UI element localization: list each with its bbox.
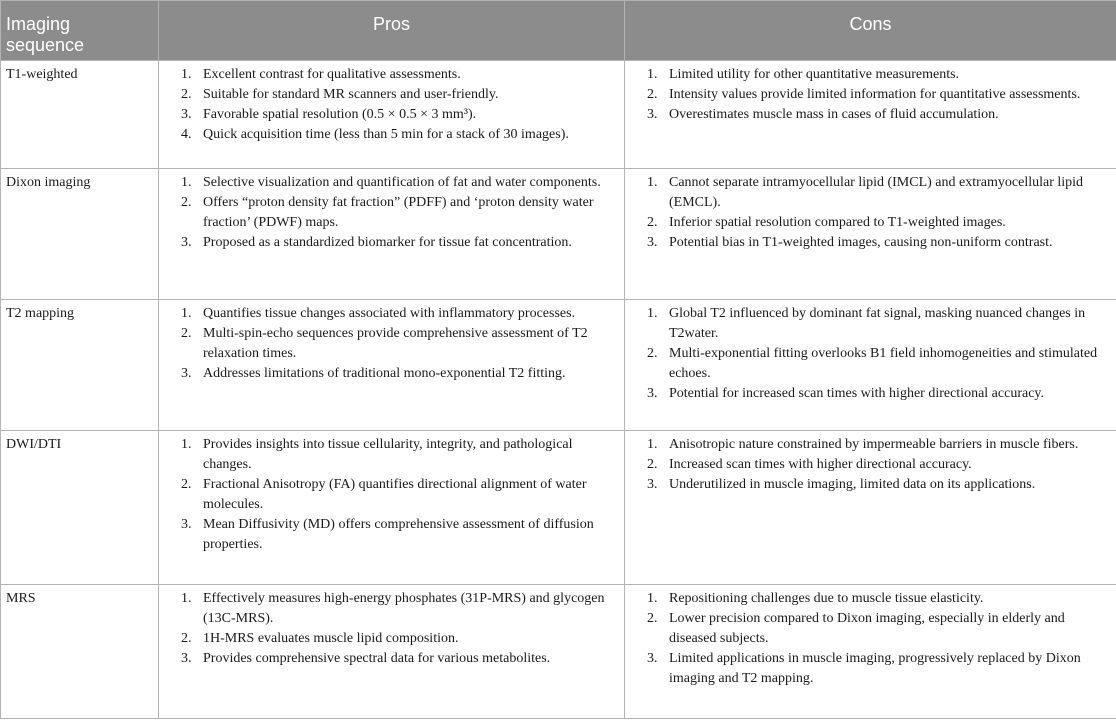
list-item: 3. Proposed as a standardized biomarker for tissue fat concentration.: [195, 233, 618, 253]
table-row: [1, 585, 1116, 719]
list-item: 2. Increased scan times with higher directional accuracy.: [661, 455, 1110, 475]
list-item: 2. Lower precision compared to Dixon imaging, especially in elderly and diseased subjects.: [661, 609, 1110, 649]
pros-cell: [159, 300, 625, 431]
pros-list: [165, 173, 618, 253]
table-row: [1, 300, 1116, 431]
list-item: 3. Potential for increased scan times with higher directional accuracy.: [661, 384, 1110, 404]
cons-list: [631, 173, 1110, 253]
list-item: 2. Fractional Anisotropy (FA) quantifies directional alignment of water molecules.: [195, 475, 618, 515]
list-item: 1. Quantifies tissue changes associated with inflammatory processes.: [195, 304, 618, 324]
list-item: 1. Excellent contrast for qualitative assessments.: [195, 65, 618, 85]
list-item: 3. Provides comprehensive spectral data for various metabolites.: [195, 649, 618, 669]
list-item: 3. Underutilized in muscle imaging, limited data on its applications.: [661, 475, 1110, 495]
pros-list: [165, 65, 618, 145]
list-item: 2. Intensity values provide limited information for quantitative assessments.: [661, 85, 1110, 105]
cons-cell: [625, 431, 1116, 585]
table-body: [1, 61, 1116, 719]
list-item: 3. Mean Diffusivity (MD) offers comprehensive assessment of diffusion properties.: [195, 515, 618, 555]
pros-list: [165, 589, 618, 669]
header-cons: Cons: [625, 1, 1116, 61]
list-item: 3. Potential bias in T1-weighted images, causing non-uniform contrast.: [661, 233, 1110, 253]
list-item: 2. Multi-exponential fitting overlooks B1 field inhomogeneities and stimulated echoes.: [661, 344, 1110, 384]
pros-list: [165, 304, 618, 384]
header-pros: Pros: [159, 1, 625, 61]
list-item: 3. Overestimates muscle mass in cases of fluid accumulation.: [661, 105, 1110, 125]
sequence-name: MRS: [1, 585, 159, 719]
list-item: 2. Offers “proton density fat fraction” (PDFF) and ‘proton density water fraction’ (PDWF) maps.: [195, 193, 618, 233]
list-item: 1. Provides insights into tissue cellularity, integrity, and pathological changes.: [195, 435, 618, 475]
list-item: 1. Effectively measures high-energy phosphates (31P-MRS) and glycogen (13C-MRS).: [195, 589, 618, 629]
table-row: [1, 61, 1116, 169]
table-row: [1, 431, 1116, 585]
table-row: [1, 169, 1116, 300]
sequence-name: Dixon imaging: [1, 169, 159, 300]
pros-cell: [159, 585, 625, 719]
list-item: 2. Inferior spatial resolution compared to T1-weighted images.: [661, 213, 1110, 233]
cons-cell: [625, 169, 1116, 300]
list-item: 2. Multi-spin-echo sequences provide comprehensive assessment of T2 relaxation times.: [195, 324, 618, 364]
pros-cell: [159, 169, 625, 300]
pros-list: [165, 435, 618, 555]
cons-cell: [625, 585, 1116, 719]
cons-list: [631, 589, 1110, 689]
table-header: [1, 1, 1116, 61]
cons-list: [631, 435, 1110, 495]
cons-cell: [625, 300, 1116, 431]
list-item: 1. Anisotropic nature constrained by impermeable barriers in muscle fibers.: [661, 435, 1110, 455]
header-imaging-sequence: Imaging sequence: [1, 1, 159, 61]
list-item: 1. Cannot separate intramyocellular lipid (IMCL) and extramyocellular lipid (EMCL).: [661, 173, 1110, 213]
list-item: 1. Limited utility for other quantitative measurements.: [661, 65, 1110, 85]
list-item: [195, 105, 618, 125]
header-row: [1, 1, 1116, 61]
list-item: 1. Repositioning challenges due to muscle tissue elasticity.: [661, 589, 1110, 609]
sequence-name: T1-weighted: [1, 61, 159, 169]
list-item: 3. Addresses limitations of traditional mono-exponential T2 fitting.: [195, 364, 618, 384]
list-item: 3. Limited applications in muscle imaging, progressively replaced by Dixon imaging and T2 mapping.: [661, 649, 1110, 689]
list-item: 1. Selective visualization and quantification of fat and water components.: [195, 173, 618, 193]
list-item-text: Favorable spatial resolution (0.5 × 0.5 × 3 mm³).: [203, 107, 477, 122]
pros-cell: [159, 431, 625, 585]
list-item: 4. Quick acquisition time (less than 5 min for a stack of 30 images).: [195, 125, 618, 145]
sequence-name: T2 mapping: [1, 300, 159, 431]
list-item: 1. Global T2 influenced by dominant fat signal, masking nuanced changes in T2water.: [661, 304, 1110, 344]
list-item: 2. Suitable for standard MR scanners and user-friendly.: [195, 85, 618, 105]
cons-list: [631, 65, 1110, 125]
cons-cell: [625, 61, 1116, 169]
sequence-name: DWI/DTI: [1, 431, 159, 585]
cons-list: [631, 304, 1110, 404]
pros-cell: [159, 61, 625, 169]
list-item: 2. 1H-MRS evaluates muscle lipid composition.: [195, 629, 618, 649]
